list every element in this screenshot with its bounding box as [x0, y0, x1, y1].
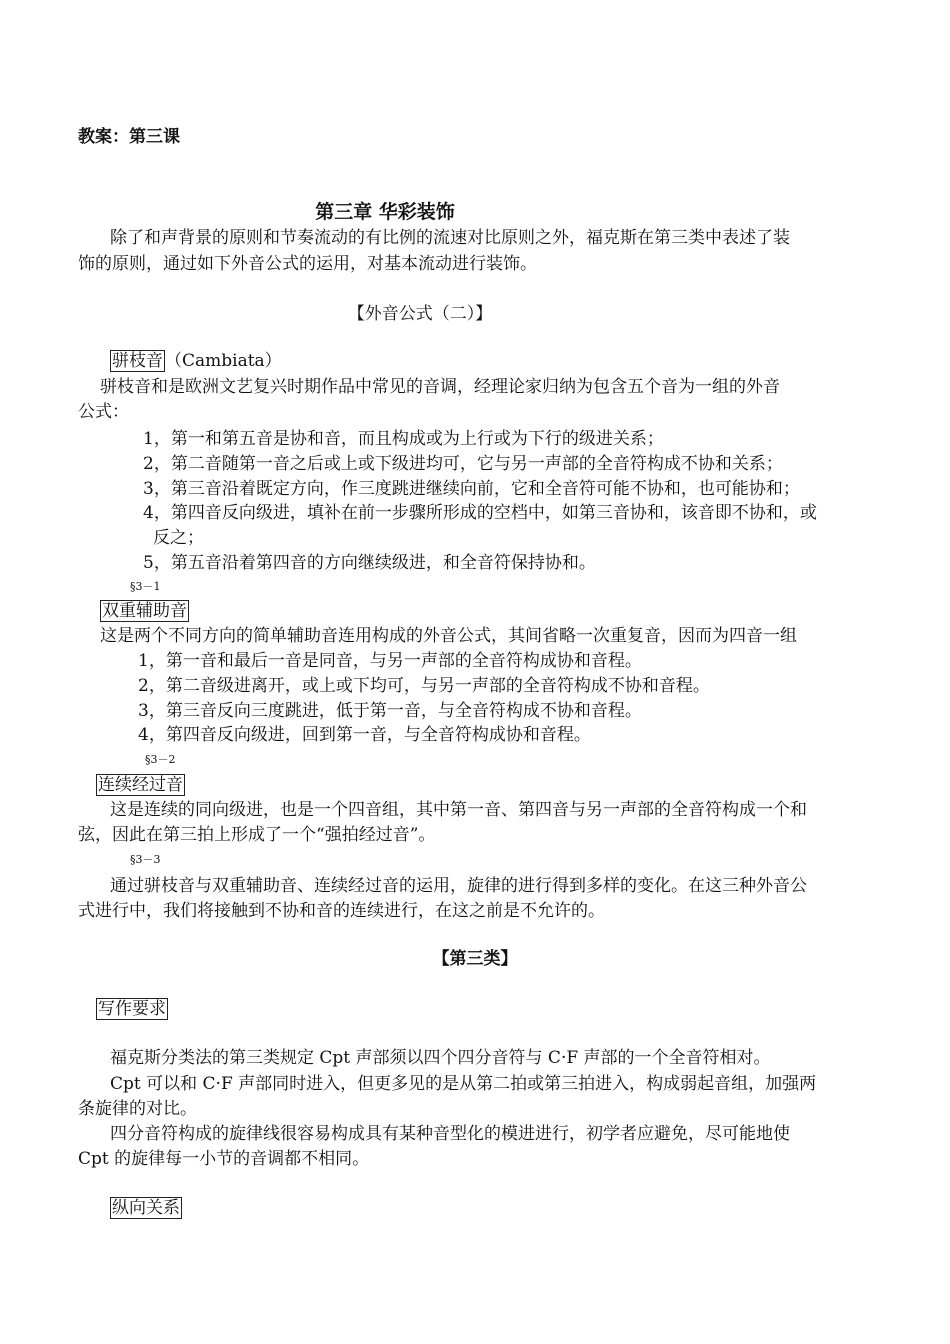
writing-term: 写作要求	[98, 999, 166, 1019]
figure-ref-3-1: §3－1	[130, 580, 161, 593]
vertical-heading	[110, 1196, 182, 1220]
writing-paragraph-2-line-1: Cpt 可以和 C·F 声部同时进入，但更多见的是从第二拍或第三拍进入，构成弱起音组，加强两	[110, 1074, 817, 1094]
lesson-label: 教案：第三课	[78, 127, 180, 147]
intro-line-2: 饰的原则，通过如下外音公式的运用，对基本流动进行装饰。	[78, 254, 537, 274]
species-heading: 【第三类】	[432, 949, 518, 969]
writing-paragraph-3-line-2: Cpt 的旋律每一小节的音调都不相同。	[78, 1149, 370, 1169]
formula-heading: 【外音公式（二）】	[347, 304, 493, 324]
writing-paragraph-2-line-2: 条旋律的对比。	[78, 1099, 197, 1119]
cambiata-item-2: 2，第二音随第一音之后或上或下级进均可，它与另一声部的全音符构成不协和关系；	[143, 454, 783, 474]
cambiata-item-3: 3，第三音沿着既定方向，作三度跳进继续向前，它和全音符可能不协和，也可能协和；	[143, 479, 800, 499]
cambiata-heading	[110, 349, 282, 373]
passing-desc-2: 弦，因此在第三拍上形成了一个“强拍经过音”。	[78, 825, 436, 845]
cambiata-latin: （Cambiata）	[165, 351, 282, 371]
passing-desc-1: 这是连续的同向级进，也是一个四音组，其中第一音、第四音与另一声部的全音符构成一个和	[110, 800, 807, 820]
double-neighbor-heading	[100, 599, 189, 623]
double-neighbor-item-3: 3，第三音反向三度跳进，低于第一音，与全音符构成不协和音程。	[138, 701, 642, 721]
summary-line-1: 通过骈枝音与双重辅助音、连续经过音的运用，旋律的进行得到多样的变化。在这三种外音公	[110, 876, 807, 896]
writing-paragraph-3-line-1: 四分音符构成的旋律线很容易构成具有某种音型化的模进进行，初学者应避免，尽可能地使	[110, 1124, 790, 1144]
cambiata-desc-1: 骈枝音和是欧洲文艺复兴时期作品中常见的音调，经理论家归纳为包含五个音为一组的外音	[100, 377, 780, 397]
figure-ref-3-2: §3－2	[145, 753, 176, 766]
double-neighbor-item-1: 1，第一音和最后一音是同音，与另一声部的全音符构成协和音程。	[138, 651, 642, 671]
writing-paragraph-1: 福克斯分类法的第三类规定 Cpt 声部须以四个四分音符与 C·F 声部的一个全音符相对。	[110, 1048, 771, 1068]
cambiata-term: 骈枝音	[112, 351, 163, 371]
double-neighbor-item-4: 4，第四音反向级进，回到第一音，与全音符构成协和音程。	[138, 725, 591, 745]
vertical-term: 纵向关系	[112, 1198, 180, 1218]
cambiata-desc-2: 公式：	[78, 402, 129, 422]
cambiata-item-1: 1，第一和第五音是协和音，而且构成或为上行或为下行的级进关系；	[143, 429, 664, 449]
summary-line-2: 式进行中，我们将接触到不协和音的连续进行，在这之前是不允许的。	[78, 901, 605, 921]
double-neighbor-desc: 这是两个不同方向的简单辅助音连用构成的外音公式，其间省略一次重复音，因而为四音一组	[100, 626, 797, 646]
cambiata-item-4: 4，第四音反向级进，填补在前一步骤所形成的空档中，如第三音协和，该音即不协和，或	[143, 503, 817, 523]
double-neighbor-term: 双重辅助音	[102, 601, 187, 621]
chapter-title: 第三章 华彩装饰	[315, 201, 455, 223]
cambiata-item-5: 5，第五音沿着第四音的方向继续级进，和全音符保持协和。	[143, 553, 596, 573]
passing-heading	[96, 773, 185, 797]
cambiata-item-4-cont: 反之；	[153, 528, 204, 548]
double-neighbor-item-2: 2，第二音级进离开，或上或下均可，与另一声部的全音符构成不协和音程。	[138, 676, 710, 696]
writing-heading	[96, 997, 168, 1021]
intro-line-1: 除了和声背景的原则和节奏流动的有比例的流速对比原则之外，福克斯在第三类中表述了装	[110, 228, 790, 248]
figure-ref-3-3: §3－3	[130, 853, 161, 866]
passing-term: 连续经过音	[98, 775, 183, 795]
